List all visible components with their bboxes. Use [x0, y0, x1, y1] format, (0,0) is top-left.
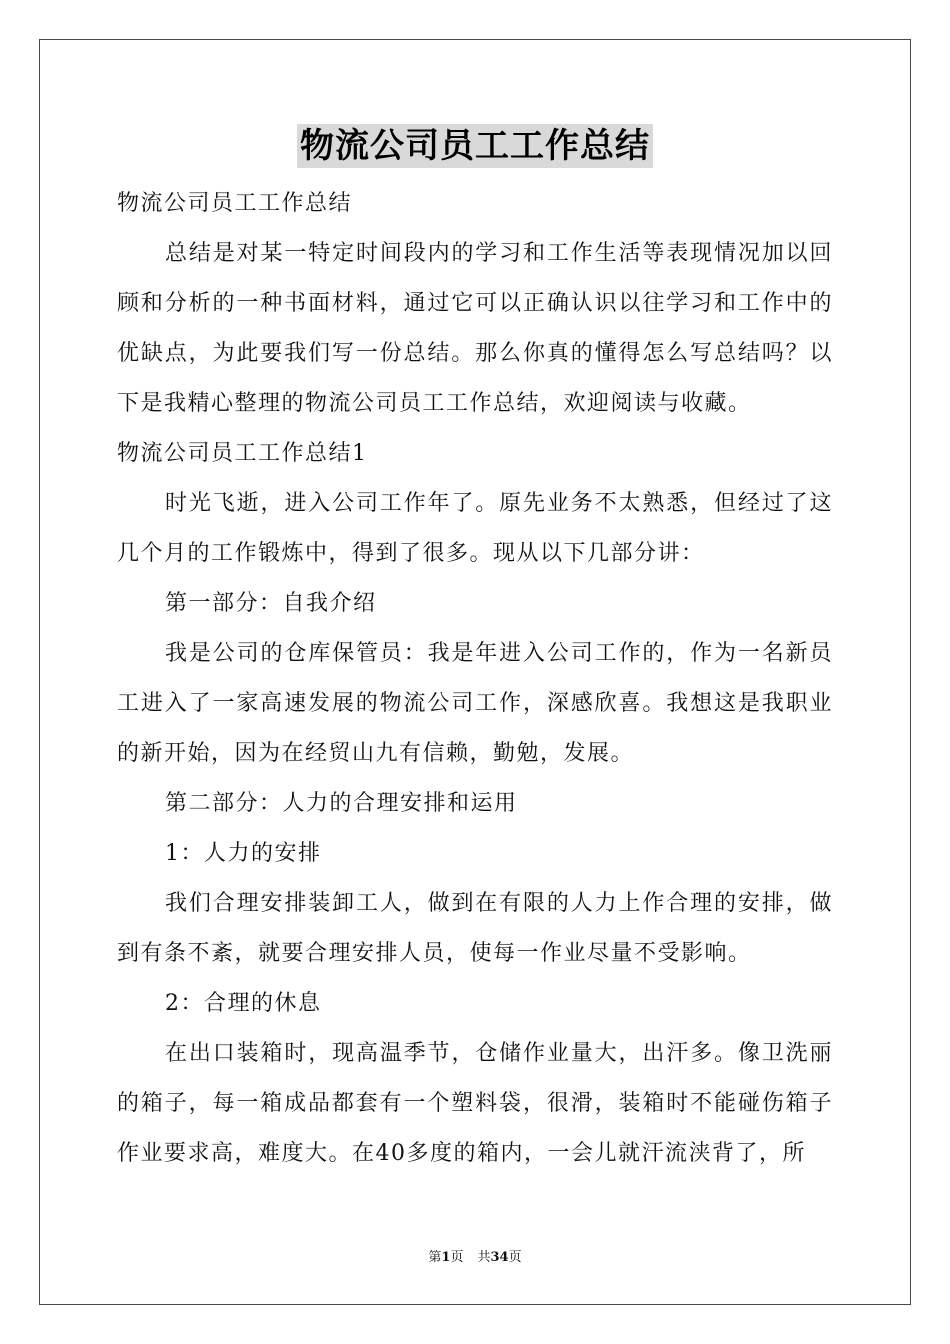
total-suffix: 页: [508, 1250, 522, 1265]
page-number: 1: [441, 1250, 451, 1265]
total-pages: 34: [490, 1250, 509, 1265]
paragraph: 我们合理安排装卸工人，做到在有限的人力上作合理的安排，做到有条不紊，就要合理安排人员，使每一作业尽量不受影响。: [117, 891, 833, 966]
paragraph: 时光飞逝，进入公司工作年了。原先业务不太熟悉，但经过了这几个月的工作锻炼中，得到了很多。现从以下几部分讲：: [117, 491, 833, 566]
page-footer: [0, 1246, 950, 1265]
title-container: [0, 124, 950, 168]
paragraph: 我是公司的仓库保管员：我是年进入公司工作的，作为一名新员工进入了一家高速发展的物流公司工作，深感欣喜。我想这是我职业的新开始，因为在经贸山九有信赖，勤勉，发展。: [117, 641, 833, 766]
page-prefix: 第: [428, 1250, 442, 1265]
paragraph: 物流公司员工工作总结: [117, 191, 353, 216]
page-suffix: 页: [450, 1250, 464, 1265]
total-prefix: 共: [477, 1250, 491, 1265]
paragraph: 第二部分：人力的合理安排和运用: [165, 791, 518, 816]
document-title: 物流公司员工工作总结: [297, 124, 653, 168]
paragraph: 第一部分：自我介绍: [165, 591, 377, 616]
document-body: [117, 179, 833, 1179]
paragraph: 2：合理的休息: [165, 991, 322, 1016]
paragraph: 1：人力的安排: [165, 841, 322, 866]
paragraph: 总结是对某一特定时间段内的学习和工作生活等表现情况加以回顾和分析的一种书面材料，通过它可以正确认识以往学习和工作中的优缺点，为此要我们写一份总结。那么你真的懂得怎么写总结吗？以下是我精心整理的物流公司员工工作总结，欢迎阅读与收藏。: [117, 241, 833, 416]
paragraph: 在出口装箱时，现高温季节，仓储作业量大，出汗多。像卫洗丽的箱子，每一箱成品都套有一个塑料袋，很滑，装箱时不能碰伤箱子作业要求高，难度大。在40多度的箱内，一会儿就汗流浃背了，所: [117, 1041, 833, 1166]
paragraph: 物流公司员工工作总结1: [117, 441, 368, 466]
